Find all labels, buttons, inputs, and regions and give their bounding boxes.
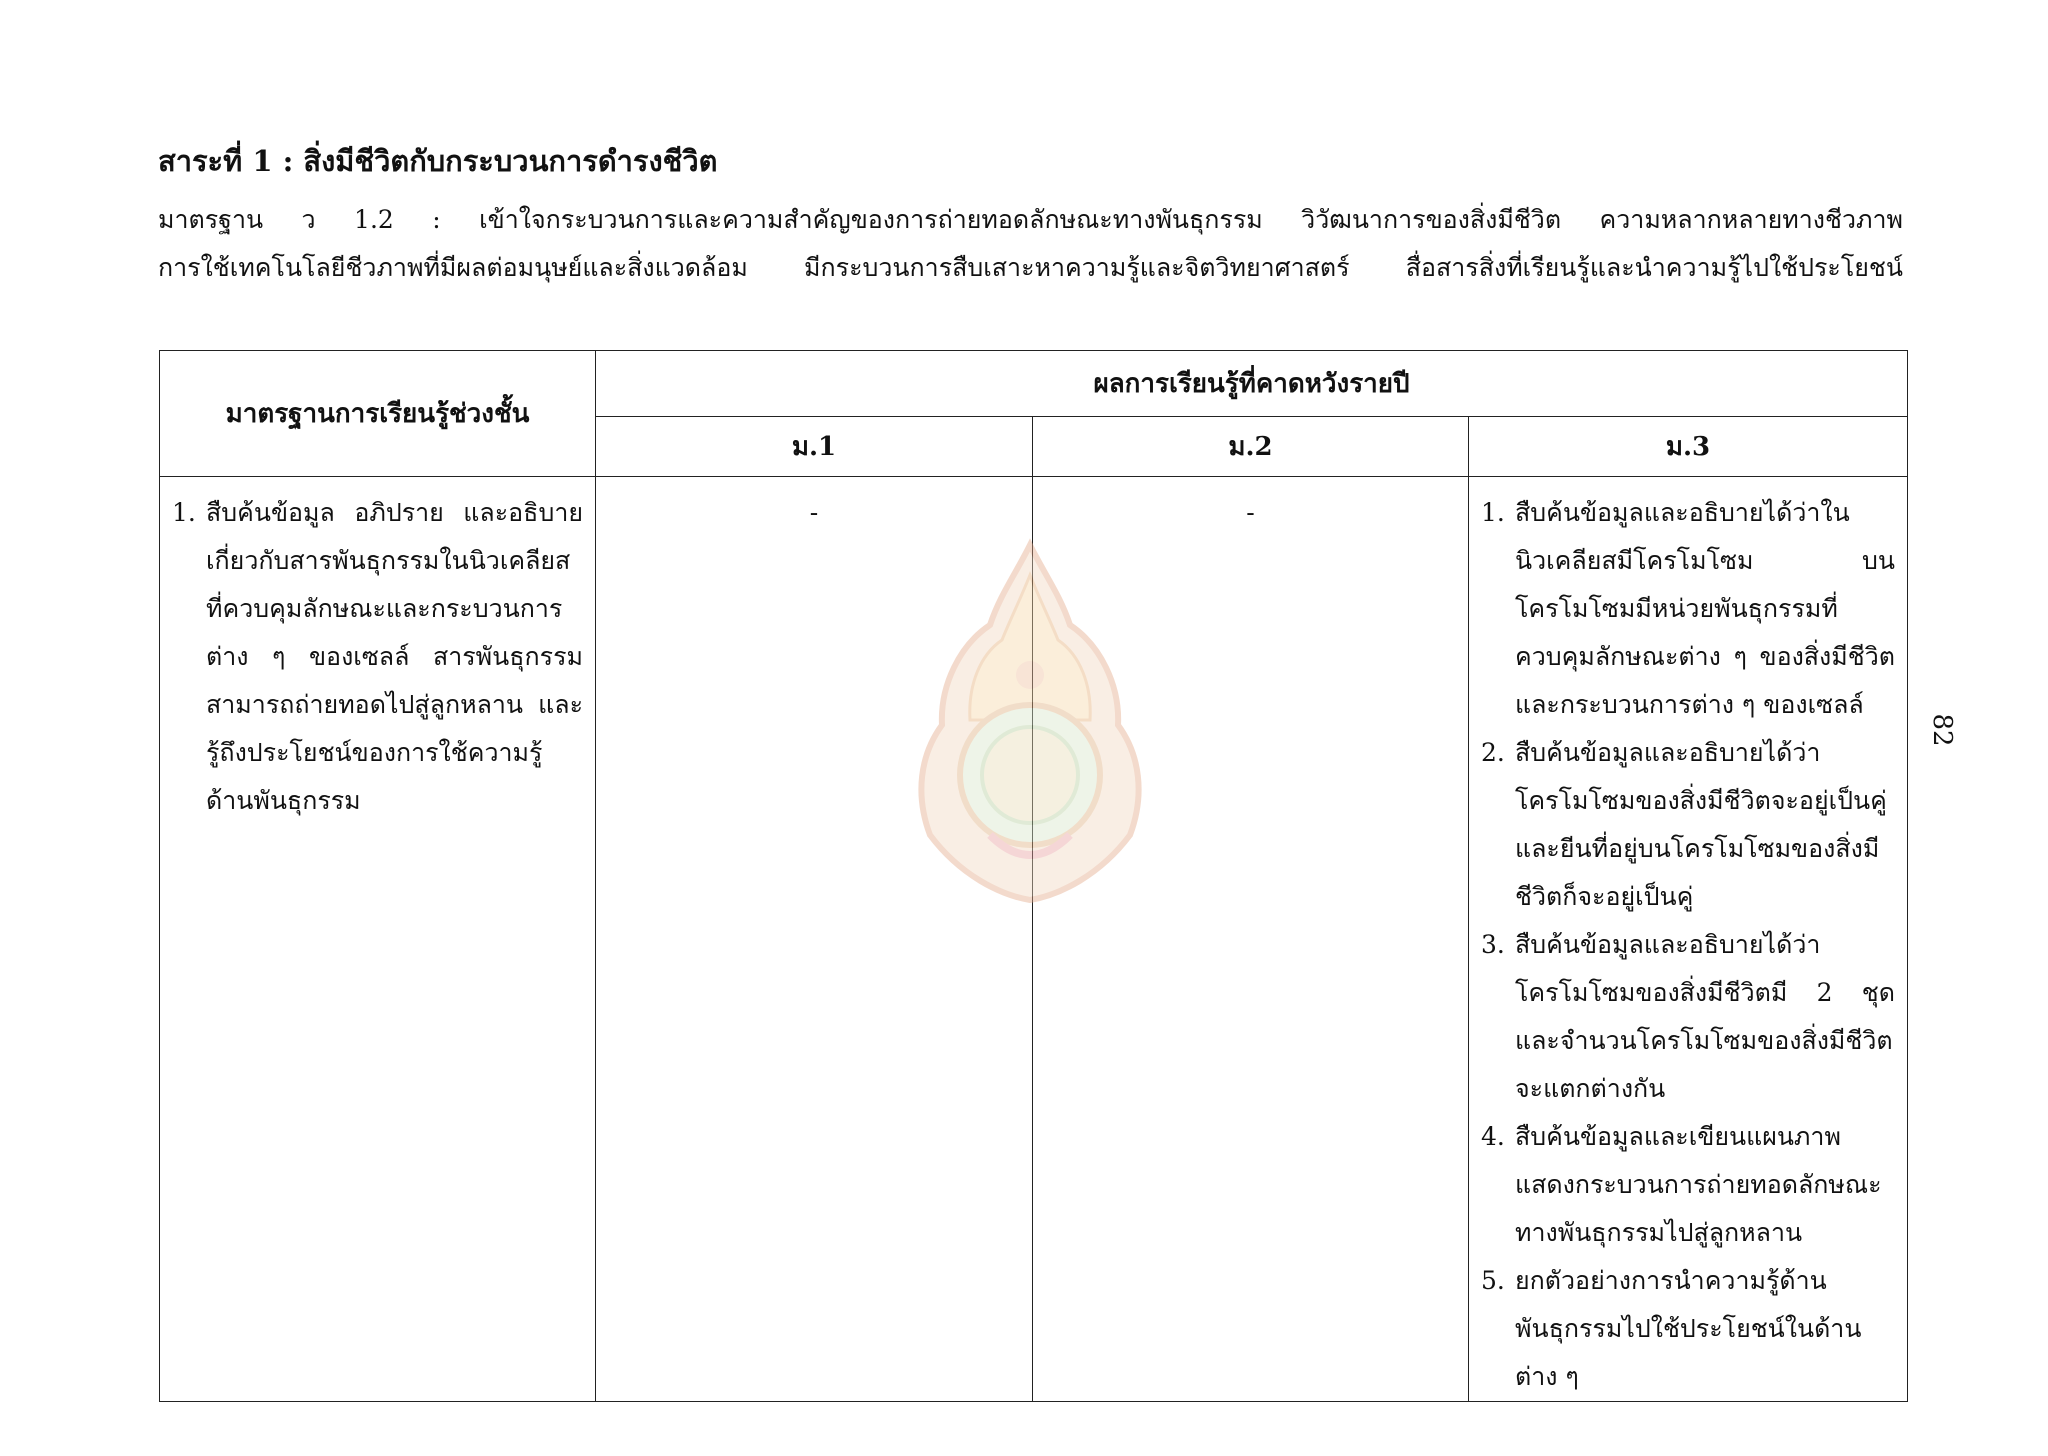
item-text: สืบค้นข้อมูลและอธิบายได้ว่าในนิวเคลียสมีโครโมโซม บนโครโมโซมมีหน่วยพันธุกรรมที่ควบคุมลักษณะต่าง ๆ ของสิ่งมีชีวิตและกระบวนการต่าง ๆ ของเซลล์ [1515,498,1895,719]
page-number: 82 [1927,713,1957,747]
list-item [1481,729,1895,921]
list-item [1481,489,1895,729]
list-item [1481,921,1895,1113]
header-grade-m3: ม.3 [1469,417,1908,477]
list-item [1481,1257,1895,1401]
section-heading: สาระที่ 1 : สิ่งมีชีวิตกับกระบวนการดำรงชีวิต [158,144,718,178]
item-number: 3. [1481,930,1505,959]
header-grade-m1: ม.1 [596,417,1033,477]
standard-line-2: การใช้เทคโนโลยีชีวภาพที่มีผลต่อมนุษย์และสิ่งแวดล้อม มีกระบวนการสืบเสาะหาความรู้และจิตวิทยาศาสตร์ สื่อสารสิ่งที่เรียนรู้และนำความรู้ไปใช้ประโยชน์ [158,253,1903,282]
cell-standard [160,477,596,1402]
item-text: สืบค้นข้อมูลและเขียนแผนภาพแสดงกระบวนการถ่ายทอดลักษณะทางพันธุกรรมไปสู่ลูกหลาน [1515,1122,1882,1247]
item-number: 1. [1481,498,1505,527]
item-number: 4. [1481,1122,1505,1151]
list-item [172,489,583,825]
standard-line-1: มาตรฐาน ว 1.2 : เข้าใจกระบวนการและความสำคัญของการถ่ายทอดลักษณะทางพันธุกรรม วิวัฒนาการของสิ่งมีชีวิต ความหลากหลายทางชีวภาพ [158,205,1903,234]
header-grade-m2: ม.2 [1033,417,1469,477]
header-expected-outcomes: ผลการเรียนรู้ที่คาดหวังรายปี [596,351,1908,417]
item-number: 5. [1481,1266,1505,1295]
list-item [1481,1113,1895,1257]
cell-m1 [596,477,1033,1402]
header-standard: มาตรฐานการเรียนรู้ช่วงชั้น [160,351,596,477]
item-text: สืบค้นข้อมูลและอธิบายได้ว่าโครโมโซมของสิ่งมีชีวิตจะอยู่เป็นคู่ และยีนที่อยู่บนโครโมโซมของสิ่งมีชีวิตก็จะอยู่เป็นคู่ [1515,738,1887,911]
cell-m3 [1469,477,1908,1402]
m1-value: - [809,498,819,527]
item-number: 2. [1481,738,1505,767]
item-text: ยกตัวอย่างการนำความรู้ด้านพันธุกรรมไปใช้ประโยชน์ในด้านต่าง ๆ [1515,1266,1862,1391]
standard-description [158,196,1903,292]
cell-m2 [1033,477,1469,1402]
learning-outcomes-table [159,350,1908,1402]
item-text: สืบค้นข้อมูลและอธิบายได้ว่าโครโมโซมของสิ่งมีชีวิตมี 2 ชุด และจำนวนโครโมโซมของสิ่งมีชีวิตจะแตกต่างกัน [1515,930,1895,1103]
m2-value: - [1246,498,1255,527]
table-row [160,477,1908,1402]
item-text: สืบค้นข้อมูล อภิปราย และอธิบายเกี่ยวกับสารพันธุกรรมในนิวเคลียสที่ควบคุมลักษณะและกระบวนการต่าง ๆ ของเซลล์ สารพันธุกรรมสามารถถ่ายทอดไปสู่ลูกหลาน และรู้ถึงประโยชน์ของการใช้ความรู้ด้านพันธุกรรม [206,498,583,815]
item-number: 1. [172,498,196,527]
